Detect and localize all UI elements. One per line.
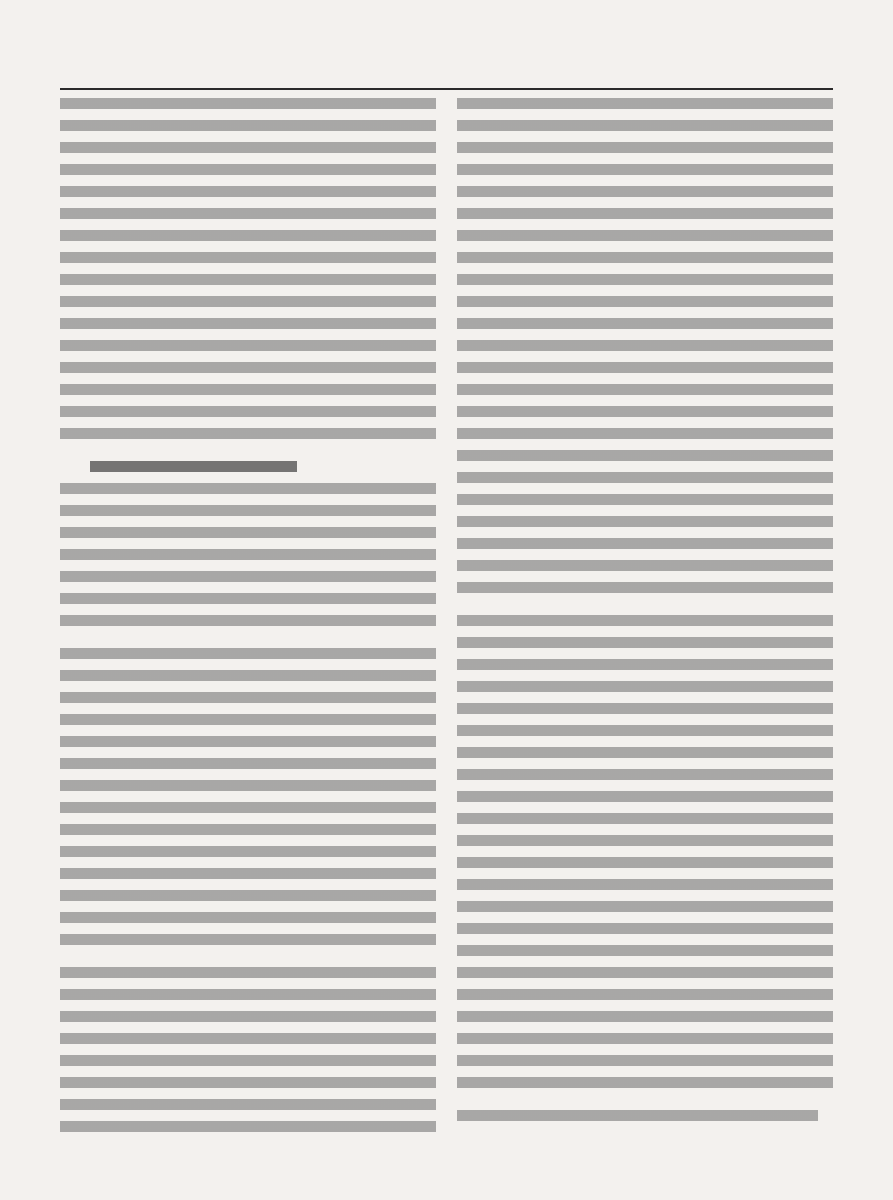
paragraph-block [60, 483, 436, 626]
paragraph-block [457, 1110, 818, 1121]
right-column [457, 98, 833, 1140]
paragraph-block [60, 967, 436, 1140]
paragraph-block [60, 98, 436, 439]
section-heading-block [90, 461, 297, 472]
left-column [60, 98, 436, 1140]
running-header [60, 64, 833, 90]
running-footer [60, 1144, 833, 1168]
paragraph-block [457, 615, 833, 1088]
paragraph-block [457, 98, 833, 593]
paragraph-block [60, 648, 436, 945]
